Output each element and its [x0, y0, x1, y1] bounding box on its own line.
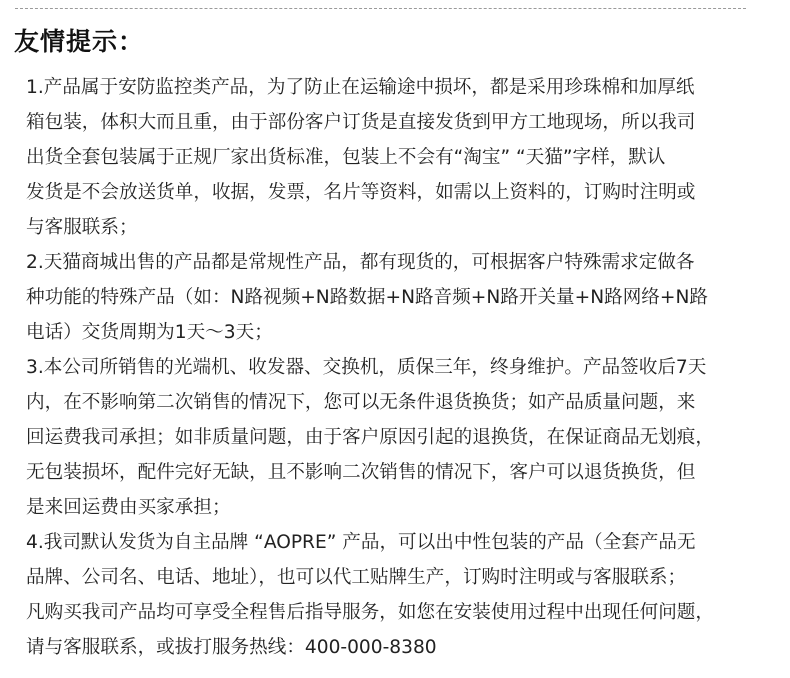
- content-line: 回运费我司承担；如非质量问题，由于客户原因引起的退换货，在保证商品无划痕，: [26, 427, 714, 448]
- content-line: 种功能的特殊产品（如：N路视频+N路数据+N路音频+N路开关量+N路网络+N路: [26, 287, 708, 308]
- content-line: 箱包装，体积大而且重，由于部份客户订货是直接发货到甲方工地现场，所以我司: [26, 112, 696, 133]
- content-line: 4.我司默认发货为自主品牌 “AOPRE” 产品，可以出中性包装的产品（全套产品无: [26, 532, 696, 553]
- content-line: 无包装损坏，配件完好无缺，且不影响二次销售的情况下，客户可以退货换货，但: [26, 462, 696, 483]
- content-line: 品牌、公司名、电话、地址），也可以代工贴牌生产，订购时注明或与客服联系；: [26, 567, 687, 588]
- top-divider: [15, 8, 746, 9]
- content-line: 3.本公司所销售的光端机、收发器、交换机，质保三年，终身维护。产品签收后7天: [26, 357, 707, 378]
- content-line: 请与客服联系，或拔打服务热线：400-000-8380: [26, 637, 437, 658]
- page-title: 友情提示：: [14, 27, 145, 56]
- content-line: 内，在不影响第二次销售的情况下，您可以无条件退货换货；如产品质量问题，来: [26, 392, 696, 413]
- content-line: 2.天猫商城出售的产品都是常规性产品，都有现货的，可根据客户特殊需求定做各: [26, 252, 695, 273]
- content-line: 凡购买我司产品均可享受全程售后指导服务，如您在安装使用过程中出现任何问题，: [26, 602, 714, 623]
- notice-content: [26, 70, 778, 665]
- content-line: 与客服联系；: [26, 217, 138, 238]
- content-line: 出货全套包装属于正规厂家出货标准，包装上不会有“淘宝” “天猫”字样，默认: [26, 147, 666, 168]
- content-line: 电话）交货周期为1天～3天；: [26, 322, 273, 343]
- content-line: 是来回运费由买家承担；: [26, 497, 231, 518]
- content-line: 1.产品属于安防监控类产品，为了防止在运输途中损坏，都是采用珍珠棉和加厚纸: [26, 77, 695, 98]
- content-line: 发货是不会放送货单，收据，发票，名片等资料，如需以上资料的，订购时注明或: [26, 182, 696, 203]
